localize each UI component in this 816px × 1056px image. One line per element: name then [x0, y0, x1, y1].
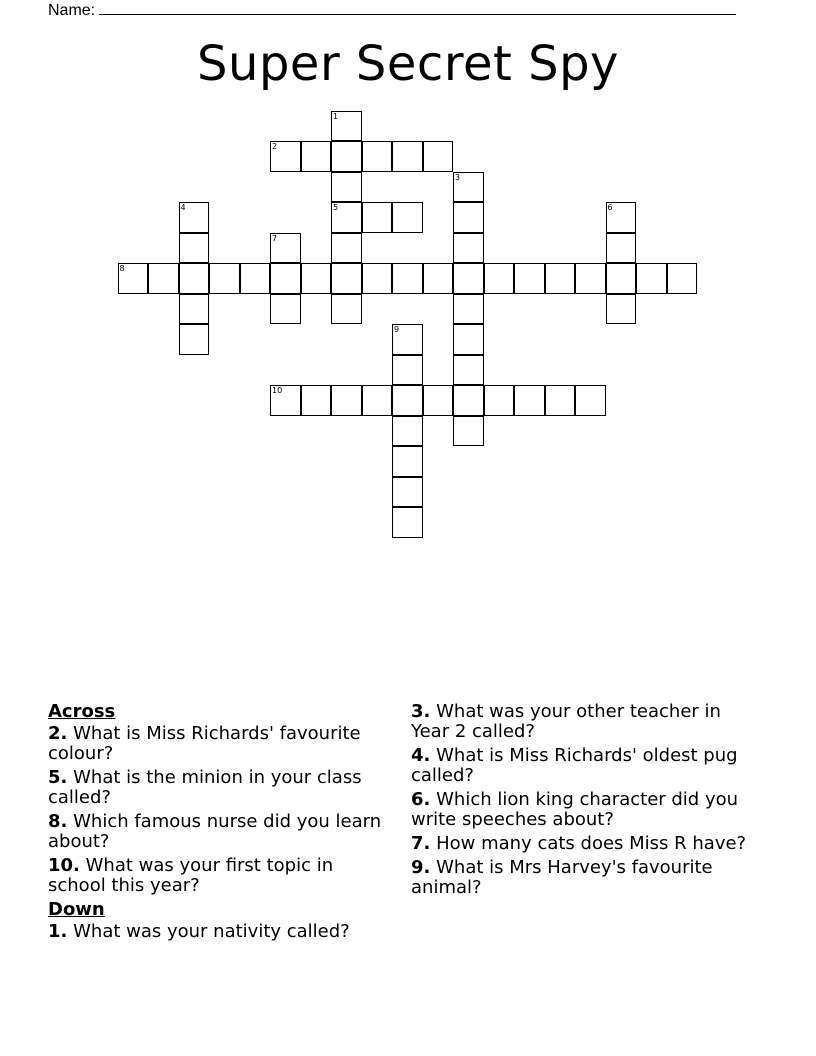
- grid-cell[interactable]: [514, 385, 545, 416]
- grid-cell[interactable]: [453, 385, 484, 416]
- grid-cell[interactable]: [270, 263, 301, 294]
- clue-text: What is Miss Richards' favourite colour?: [48, 723, 361, 764]
- clues-column-right: [411, 702, 761, 902]
- grid-cell[interactable]: [331, 294, 362, 325]
- grid-cell[interactable]: [392, 355, 423, 386]
- clue-text: What was your nativity called?: [73, 921, 350, 942]
- grid-cell[interactable]: [606, 202, 637, 233]
- grid-cell[interactable]: [179, 202, 210, 233]
- grid-cell[interactable]: [179, 294, 210, 325]
- cell-number: 5: [333, 203, 339, 212]
- clue-down-1: [48, 922, 388, 942]
- cell-number: 9: [394, 325, 400, 334]
- grid-cell[interactable]: [606, 263, 637, 294]
- grid-cell[interactable]: [453, 172, 484, 203]
- clue-text: Which famous nurse did you learn about?: [48, 811, 382, 852]
- grid-cell[interactable]: [240, 263, 271, 294]
- name-label: Name:: [48, 2, 96, 19]
- cell-number: 1: [333, 111, 339, 121]
- clue-number: 4.: [411, 745, 431, 766]
- grid-cell[interactable]: [179, 324, 210, 355]
- grid-cell[interactable]: [179, 263, 210, 294]
- grid-cell[interactable]: [270, 294, 301, 325]
- grid-cell[interactable]: [453, 416, 484, 447]
- grid-cell[interactable]: [514, 263, 545, 294]
- grid-cell[interactable]: [545, 263, 576, 294]
- clue-number: 3.: [411, 701, 431, 722]
- clue-across-2: [48, 724, 388, 764]
- clue-text: What was your other teacher in Year 2 called?: [411, 701, 721, 742]
- clue-text: What is Mrs Harvey's favourite animal?: [411, 857, 713, 898]
- grid-cell[interactable]: [331, 385, 362, 416]
- across-heading: Across: [48, 701, 116, 722]
- clue-across-8: [48, 812, 388, 852]
- grid-cell[interactable]: [484, 385, 515, 416]
- grid-cell[interactable]: [453, 263, 484, 294]
- clue-number: 9.: [411, 857, 431, 878]
- grid-cell[interactable]: [423, 385, 454, 416]
- clue-text: Which lion king character did you write speeches about?: [411, 789, 739, 830]
- grid-cell[interactable]: [392, 263, 423, 294]
- grid-cell[interactable]: [392, 507, 423, 538]
- grid-cell[interactable]: [362, 141, 393, 172]
- grid-cell[interactable]: [392, 446, 423, 477]
- clue-number: 8.: [48, 811, 68, 832]
- cell-number: 10: [272, 386, 283, 395]
- clue-across-10: [48, 856, 388, 896]
- grid-cell[interactable]: [453, 324, 484, 355]
- grid-cell[interactable]: [636, 263, 667, 294]
- clue-down-7: [411, 834, 761, 854]
- cell-number: 6: [607, 203, 613, 212]
- grid-cell[interactable]: [118, 263, 149, 294]
- clue-across-5: [48, 768, 388, 808]
- grid-cell[interactable]: [392, 324, 423, 355]
- clues-column-left: [48, 702, 388, 946]
- grid-cell[interactable]: [392, 202, 423, 233]
- clue-text: What is Miss Richards' oldest pug called?: [411, 745, 738, 786]
- grid-cell[interactable]: [331, 141, 362, 172]
- grid-cell[interactable]: [331, 172, 362, 203]
- grid-cell[interactable]: [453, 355, 484, 386]
- grid-cell[interactable]: [392, 385, 423, 416]
- grid-cell[interactable]: [362, 385, 393, 416]
- grid-cell[interactable]: [392, 416, 423, 447]
- grid-cell[interactable]: [667, 263, 698, 294]
- grid-cell[interactable]: [270, 385, 301, 416]
- grid-cell[interactable]: [606, 294, 637, 325]
- grid-cell[interactable]: [301, 263, 332, 294]
- cell-number: 2: [272, 142, 278, 151]
- clue-down-6: [411, 790, 761, 830]
- grid-cell[interactable]: [484, 263, 515, 294]
- grid-cell[interactable]: [331, 233, 362, 264]
- grid-cell[interactable]: [575, 263, 606, 294]
- puzzle-title: Super Secret Spy: [197, 36, 619, 92]
- clue-number: 10.: [48, 855, 80, 876]
- grid-cell[interactable]: [453, 294, 484, 325]
- clue-number: 6.: [411, 789, 431, 810]
- grid-cell[interactable]: [453, 233, 484, 264]
- grid-cell[interactable]: [362, 202, 393, 233]
- clue-text: How many cats does Miss R have?: [436, 833, 747, 854]
- grid-cell[interactable]: [209, 263, 240, 294]
- clue-number: 1.: [48, 921, 68, 942]
- clue-down-3: [411, 702, 761, 742]
- grid-cell[interactable]: [331, 202, 362, 233]
- clue-text: What was your first topic in school this year?: [48, 855, 334, 896]
- grid-cell[interactable]: [423, 263, 454, 294]
- grid-cell[interactable]: [575, 385, 606, 416]
- grid-cell[interactable]: [392, 477, 423, 508]
- grid-cell[interactable]: [545, 385, 576, 416]
- clue-number: 7.: [411, 833, 431, 854]
- clue-text: What is the minion in your class called?: [48, 767, 362, 808]
- clue-down-9: [411, 858, 761, 898]
- grid-cell[interactable]: [606, 233, 637, 264]
- grid-cell[interactable]: [453, 202, 484, 233]
- cell-number: 8: [119, 264, 125, 273]
- grid-cell[interactable]: [362, 263, 393, 294]
- cell-number: 7: [272, 233, 278, 243]
- grid-cell[interactable]: [331, 111, 362, 142]
- cell-number: 3: [455, 172, 461, 182]
- grid-cell[interactable]: [301, 385, 332, 416]
- grid-cell[interactable]: [301, 141, 332, 172]
- clue-number: 2.: [48, 723, 68, 744]
- grid-cell[interactable]: [392, 141, 423, 172]
- grid-cell[interactable]: [423, 141, 454, 172]
- down-heading: Down: [48, 899, 105, 920]
- grid-cell[interactable]: [270, 141, 301, 172]
- cell-number: 4: [180, 203, 186, 212]
- clue-number: 5.: [48, 767, 68, 788]
- clue-down-4: [411, 746, 761, 786]
- grid-cell[interactable]: [148, 263, 179, 294]
- grid-cell[interactable]: [179, 233, 210, 264]
- grid-cell[interactable]: [331, 263, 362, 294]
- grid-cell[interactable]: [270, 233, 301, 264]
